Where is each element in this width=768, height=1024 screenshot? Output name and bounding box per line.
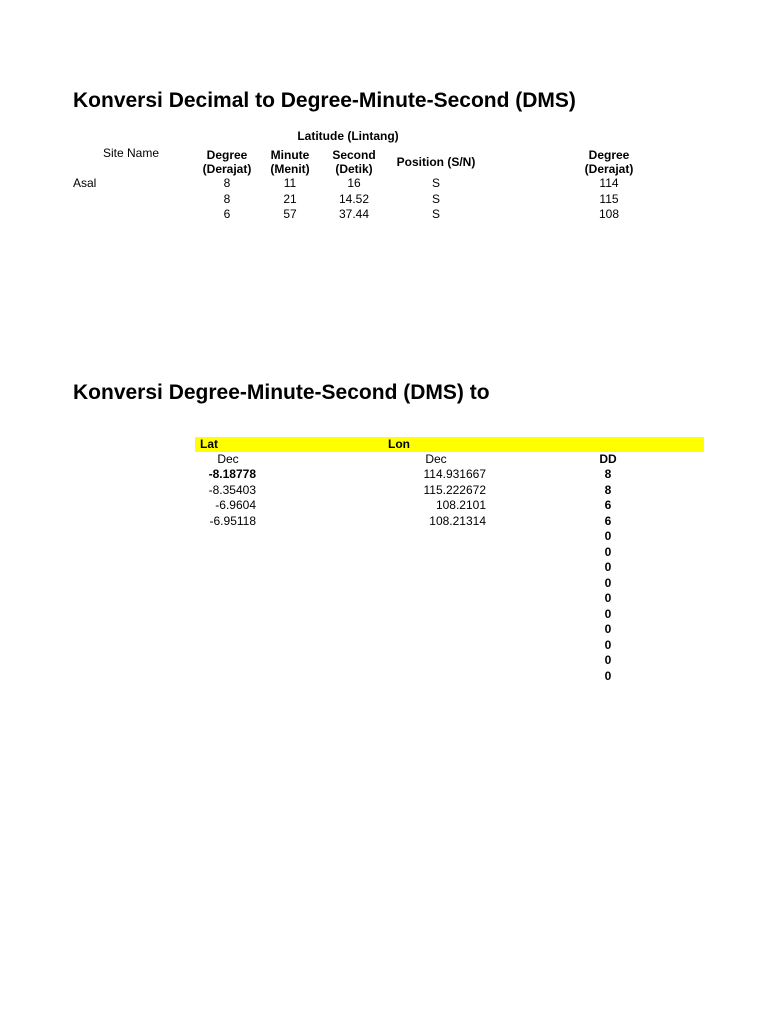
dd-value-cell: 0 — [604, 545, 612, 559]
lon-value-cell: 114.931667 — [423, 467, 486, 481]
degree-header: Degree (Derajat) — [202, 148, 252, 176]
dd-value-cell: 0 — [604, 591, 612, 605]
dd-subheader: DD — [599, 452, 617, 466]
position-cell: S — [431, 192, 440, 206]
position-cell: S — [431, 207, 440, 221]
lon-value-cell: 108.2101 — [435, 498, 486, 512]
section2-title: Konversi Degree-Minute-Second (DMS) to — [73, 381, 490, 404]
lon-value-cell: 108.21314 — [429, 514, 486, 528]
second-header: Second (Detik) — [332, 148, 376, 176]
position-header: Position (S/N) — [396, 155, 476, 169]
degree-cell: 8 — [223, 176, 231, 190]
dd-value-cell: 0 — [604, 560, 612, 574]
minute-cell: 57 — [283, 207, 297, 221]
degree-cell: 8 — [223, 192, 231, 206]
dd-value-cell: 0 — [604, 529, 612, 543]
lon-header: Lon — [388, 437, 410, 451]
degree-cell: 6 — [223, 207, 231, 221]
minute-cell: 21 — [283, 192, 297, 206]
section1-title: Konversi Decimal to Degree-Minute-Second (DMS) — [73, 89, 576, 112]
dd-value-cell: 8 — [604, 467, 612, 481]
lat-value-cell: -8.18778 — [208, 467, 256, 481]
lon-degree-cell: 115 — [599, 192, 619, 206]
second-cell: 37.44 — [338, 207, 370, 221]
minute-cell: 11 — [283, 176, 297, 190]
site-name-header: Site Name — [103, 146, 160, 160]
second-cell: 14.52 — [338, 192, 370, 206]
dd-value-cell: 6 — [604, 498, 612, 512]
dd-value-cell: 0 — [604, 653, 612, 667]
dd-value-cell: 8 — [604, 483, 612, 497]
lon-degree-header: Degree (Derajat) — [584, 148, 634, 176]
lon-dec-subheader: Dec — [425, 452, 447, 466]
lat-header: Lat — [200, 437, 218, 451]
minute-header: Minute (Menit) — [270, 148, 310, 176]
site-name-cell: Asal — [73, 176, 97, 190]
lon-degree-cell: 108 — [598, 207, 620, 221]
lon-value-cell: 115.222672 — [423, 483, 486, 497]
position-cell: S — [431, 176, 440, 190]
dd-value-cell: 6 — [604, 514, 612, 528]
lon-degree-cell: 114 — [599, 176, 619, 190]
dd-value-cell: 0 — [604, 638, 612, 652]
second-cell: 16 — [347, 176, 361, 190]
dd-value-cell: 0 — [604, 622, 612, 636]
lat-value-cell: -8.35403 — [208, 483, 256, 497]
lat-dec-subheader: Dec — [217, 452, 239, 466]
dd-value-cell: 0 — [604, 607, 612, 621]
lat-value-cell: -6.9604 — [215, 498, 256, 512]
dd-value-cell: 0 — [604, 669, 612, 683]
dd-value-cell: 0 — [604, 576, 612, 590]
header-highlight-bar — [195, 437, 704, 452]
lat-value-cell: -6.95118 — [209, 514, 256, 528]
latitude-group-header: Latitude (Lintang) — [297, 129, 399, 143]
